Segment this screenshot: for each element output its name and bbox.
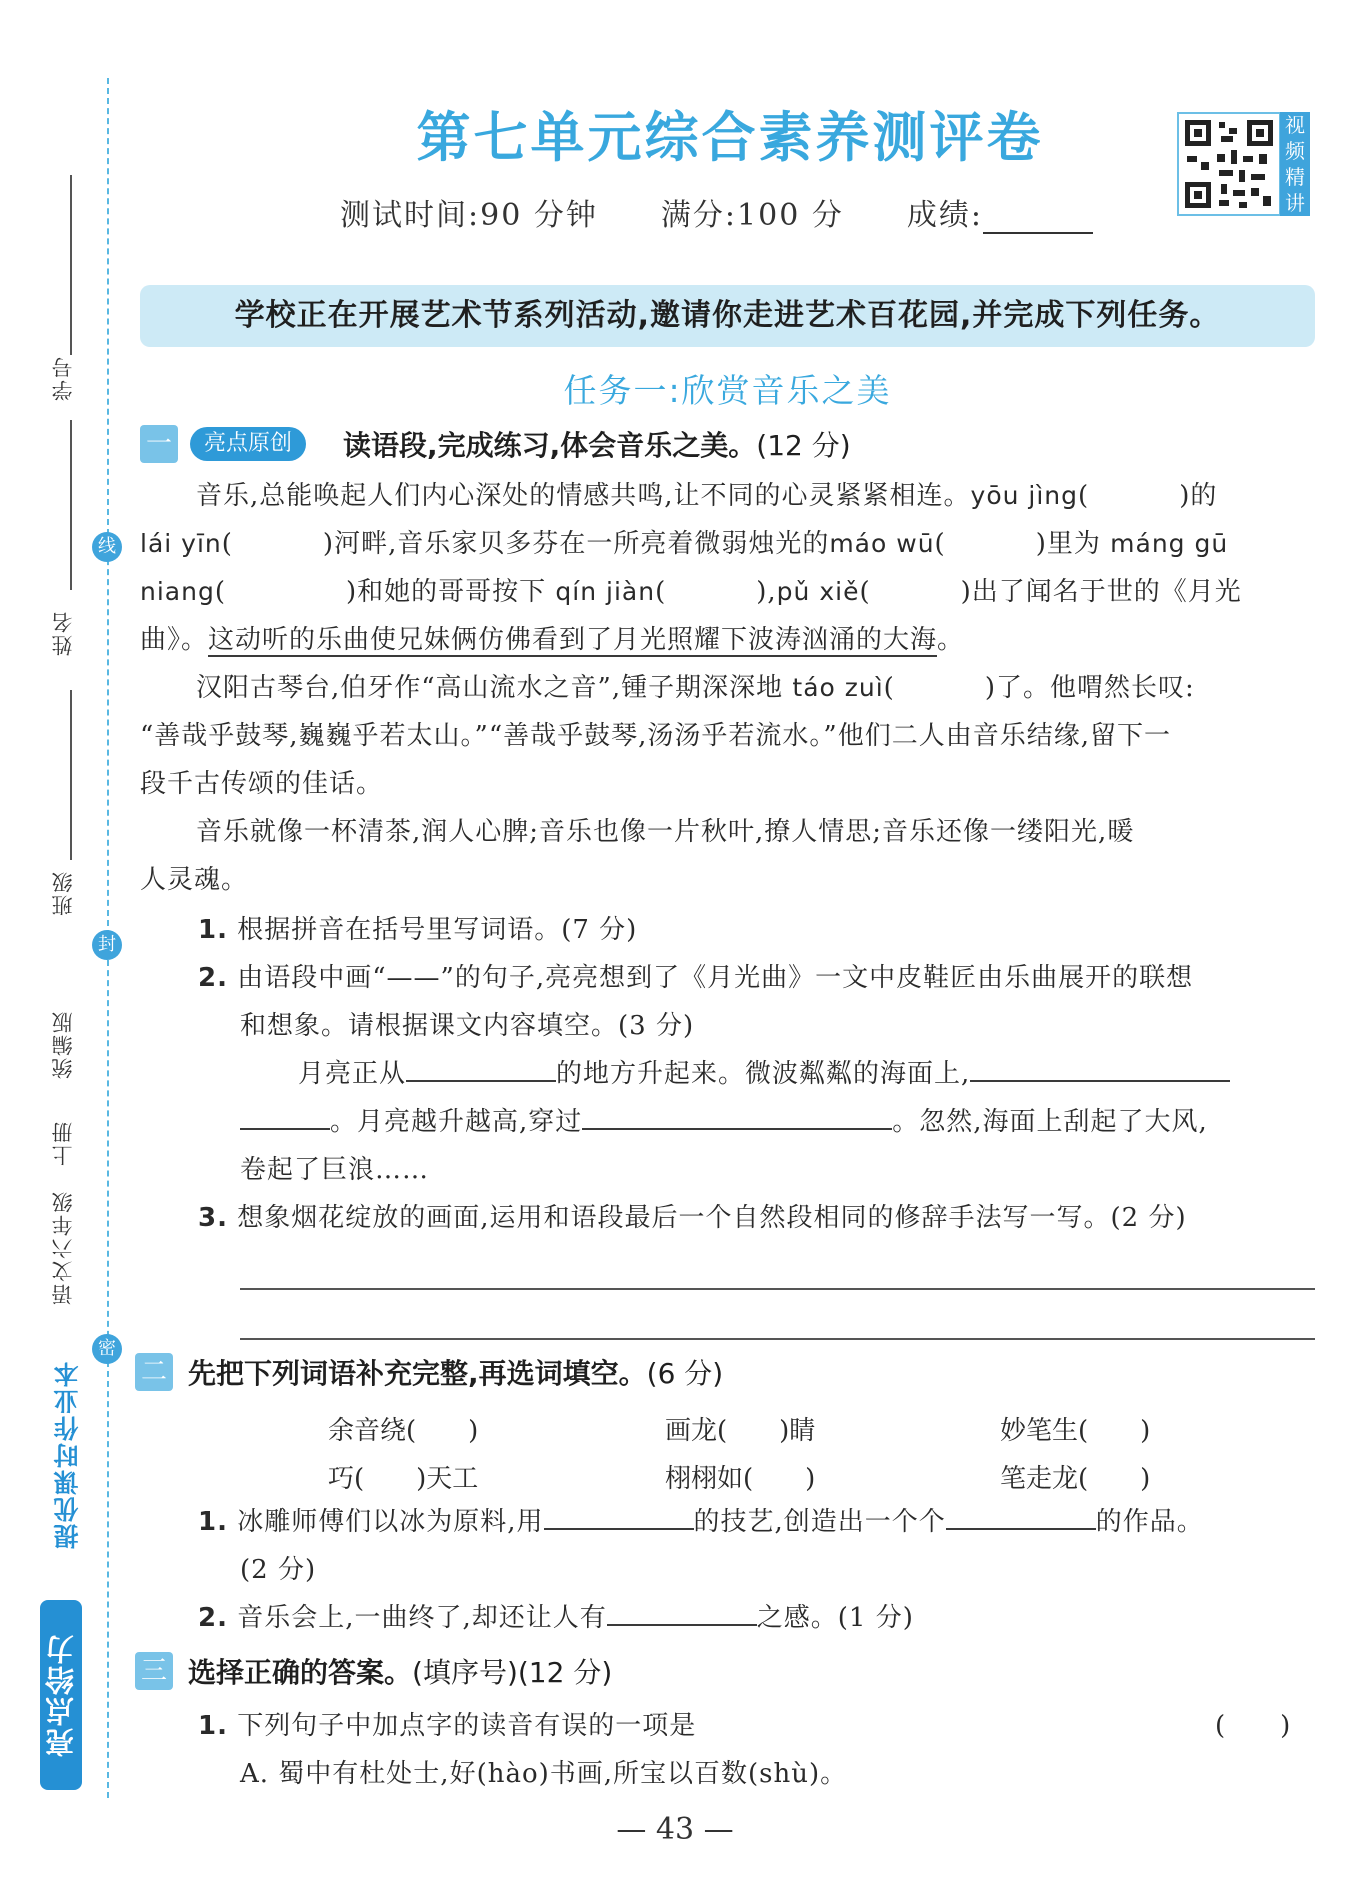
section-2-number: 二 xyxy=(135,1353,173,1391)
q2-2-text-a: 音乐会上,一曲终了,却还让人有 xyxy=(237,1603,607,1633)
grade-label: 语文六年级 xyxy=(51,1190,75,1305)
qr-code[interactable] xyxy=(1177,112,1281,216)
p3-text-b: 人灵魂。 xyxy=(140,865,249,895)
idiom-1[interactable]: 余音绕( ) xyxy=(328,1416,479,1446)
section-1-title xyxy=(343,424,851,464)
fill-text-c: 。月亮越升越高,穿过 xyxy=(330,1107,583,1137)
section-1-number: 一 xyxy=(140,425,178,463)
p2-text-b: 了。他喟然长叹: xyxy=(995,673,1195,703)
question-text: 想象烟花绽放的画面,运用和语段最后一个自然段相同的修辞手法写一写。(2 分) xyxy=(237,1203,1187,1233)
question-number: 1. xyxy=(198,1507,228,1537)
fill-blank-1[interactable] xyxy=(406,1050,556,1082)
question-1-1 xyxy=(198,906,637,954)
fill-blank-3[interactable] xyxy=(582,1098,892,1130)
original-badge: 亮点原创 xyxy=(190,427,306,461)
p2-text-d: 段千古传颂的佳话。 xyxy=(140,769,384,799)
brand-logo: 亮点给力 xyxy=(44,1633,78,1757)
section-2-title xyxy=(188,1352,723,1392)
question-text: 根据拼音在括号里写词语。(7 分) xyxy=(237,915,638,945)
task-one-title: 任务一:欣赏音乐之美 xyxy=(563,371,892,410)
name-label: 姓名 xyxy=(51,610,75,656)
class-line xyxy=(70,690,72,860)
q2-1-text-c: 的作品。 xyxy=(1095,1507,1204,1537)
fill-text-b: 的地方升起来。微波粼粼的海面上, xyxy=(556,1059,971,1089)
page-title: 第七单元综合素养测评卷 xyxy=(416,105,1044,169)
p1-text-b: 的 xyxy=(1190,481,1218,511)
answer-line-2[interactable] xyxy=(240,1338,1315,1340)
pinyin-6: pǔ xiě xyxy=(776,577,860,606)
passage-paragraph-1: 音乐,总能唤起人们内心深处的情感共鸣,让不同的心灵紧紧相连。yōu jìng( )的 lái yīn( )河畔,音乐家贝多芬在一所亮着微弱烛光的máo wū( )里为 máng gū niang( )和她的哥哥按下 qín jiàn( ),pǔ xiě( )出了闻名于世的《月光 曲》。这动听的乐曲使兄妹俩仿佛看到了月光照耀下波涛汹涌的大海。 xyxy=(140,481,1242,655)
pinyin-1: yōu jìng xyxy=(970,481,1079,510)
q2-fill-line-2 xyxy=(240,1098,1208,1146)
p2-text-a: 汉阳古琴台,伯牙作“高山流水之音”,锺子期深深地 xyxy=(196,673,784,703)
question-text: 下列句子中加点字的读音有误的一项是 xyxy=(237,1711,697,1741)
section-2-points: (6 分) xyxy=(646,1357,724,1390)
question-2-2 xyxy=(198,1594,914,1642)
class-label: 班级 xyxy=(51,870,75,916)
video-tag[interactable]: 视频精讲 xyxy=(1280,112,1310,216)
fill-text-a: 月亮正从 xyxy=(298,1059,407,1089)
p1-text-a: 音乐,总能唤起人们内心深处的情感共鸣,让不同的心灵紧紧相连。 xyxy=(196,481,971,511)
full-score: 满分:100 分 xyxy=(660,198,844,233)
section-3-number: 三 xyxy=(135,1652,173,1690)
section-1-title-text: 读语段,完成练习,体会音乐之美。 xyxy=(343,429,757,462)
fill-blank-5[interactable] xyxy=(946,1498,1096,1530)
question-number: 1. xyxy=(198,1711,228,1741)
underlined-sentence: 这动听的乐曲使兄妹俩仿佛看到了月光照耀下波涛汹涌的大海 xyxy=(208,625,938,655)
question-text: 由语段中画“——”的句子,亮亮想到了《月光曲》一文中皮鞋匠由乐曲展开的联想 xyxy=(237,963,1194,993)
q2-fill-line-1 xyxy=(298,1050,1230,1098)
question-number: 3. xyxy=(198,1203,228,1233)
p1-text-i: 。 xyxy=(937,625,965,655)
idiom-3[interactable]: 妙笔生( ) xyxy=(1000,1416,1151,1446)
idiom-2[interactable]: 画龙( )睛 xyxy=(665,1416,816,1446)
section-3-title xyxy=(188,1651,612,1691)
section-3-points: (填序号)(12 分) xyxy=(412,1656,613,1689)
question-3-1 xyxy=(198,1702,696,1750)
p1-text-f: , xyxy=(767,577,777,607)
fill-blank-4[interactable] xyxy=(544,1498,694,1530)
section-1-points: (12 分) xyxy=(756,429,851,462)
fill-blank-2[interactable] xyxy=(970,1050,1230,1082)
exam-time: 测试时间:90 分钟 xyxy=(340,198,598,233)
name-line xyxy=(70,420,72,590)
q2-2-text-b: 之感。(1 分) xyxy=(756,1603,914,1633)
pinyin-4b: niang xyxy=(140,577,215,606)
passage-paragraph-2: 汉阳古琴台,伯牙作“高山流水之音”,锺子期深深地 táo zuì( )了。他喟然长叹: “善哉乎鼓琴,巍巍乎若太山。”“善哉乎鼓琴,汤汤乎若流水。”他们二人由音乐结缘,留下一 段千古传颂的佳话。 xyxy=(140,673,1195,799)
section-3-title-text: 选择正确的答案。 xyxy=(188,1656,413,1689)
score-label: 成绩: xyxy=(906,198,984,233)
fill-blank-6[interactable] xyxy=(607,1594,757,1626)
idiom-6[interactable]: 笔走龙( ) xyxy=(1000,1464,1151,1494)
pinyin-4: máng gū xyxy=(1110,529,1229,558)
series-name: 提优课时作业本 xyxy=(53,1360,82,1549)
question-1-3 xyxy=(198,1194,1187,1242)
idiom-4[interactable]: 巧( )天工 xyxy=(328,1464,479,1494)
question-number: 2. xyxy=(198,1603,228,1633)
p1-text-h: 曲》。 xyxy=(140,625,209,655)
seal-mark-secret: 密 xyxy=(92,1334,122,1364)
passage-paragraph-3 xyxy=(140,808,1315,904)
question-number: 2. xyxy=(198,963,228,993)
page-number: — 43 — xyxy=(616,1812,734,1847)
q2-fill-line-3: 卷起了巨浪…… xyxy=(240,1155,430,1185)
question-2-1 xyxy=(198,1498,1204,1546)
question-2-1-points: (2 分) xyxy=(240,1555,317,1585)
pinyin-3: máo wū xyxy=(829,529,935,558)
p1-text-e: 和她的哥哥按下 xyxy=(357,577,547,607)
p1-text-d: 里为 xyxy=(1046,529,1101,559)
fill-blank-2-cont[interactable] xyxy=(240,1098,330,1130)
p2-text-c: “善哉乎鼓琴,巍巍乎若太山。”“善哉乎鼓琴,汤汤乎若流水。”他们二人由音乐结缘,留下一 xyxy=(140,721,1171,751)
idiom-5[interactable]: 栩栩如( ) xyxy=(665,1464,816,1494)
seal-mark-seal: 封 xyxy=(92,930,122,960)
option-a[interactable]: A. 蜀中有杜处士,好(hào)书画,所宝以百数(shù)。 xyxy=(240,1759,848,1789)
student-id-label: 学号 xyxy=(51,355,75,401)
edition-label: 统编版 xyxy=(51,1010,75,1079)
volume-label: 上册 xyxy=(51,1120,75,1166)
question-number: 1. xyxy=(198,915,228,945)
seal-mark-line: 线 xyxy=(92,532,122,562)
p1-text-c: 河畔,音乐家贝多芬在一所亮着微弱烛光的 xyxy=(334,529,830,559)
question-1-2-cont: 和想象。请根据课文内容填空。(3 分) xyxy=(240,1011,695,1041)
fill-text-d: 。忽然,海面上刮起了大风, xyxy=(892,1107,1208,1137)
exam-meta xyxy=(340,190,1093,234)
section-2-title-text: 先把下列词语补充完整,再选词填空。 xyxy=(188,1357,647,1390)
q2-1-text-a: 冰雕师傅们以冰为原料,用 xyxy=(237,1507,544,1537)
answer-paren[interactable]: ( ) xyxy=(1215,1711,1292,1741)
answer-line-1[interactable] xyxy=(240,1288,1315,1290)
score-blank[interactable] xyxy=(983,204,1093,234)
pinyin-2: lái yīn xyxy=(140,529,222,558)
pinyin-5: qín jiàn xyxy=(555,577,656,606)
q2-1-text-b: 的技艺,创造出一个个 xyxy=(693,1507,946,1537)
p1-text-g: 出了闻名于世的《月光 xyxy=(971,577,1242,607)
activity-banner: 学校正在开展艺术节系列活动,邀请你走进艺术百花园,并完成下列任务。 xyxy=(140,285,1315,347)
p3-text-a: 音乐就像一杯清茶,润人心脾;音乐也像一片秋叶,撩人情思;音乐还像一缕阳光,暖 xyxy=(196,817,1135,847)
student-id-line xyxy=(70,175,72,355)
question-1-2 xyxy=(198,954,1193,1002)
pinyin-7: táo zuì xyxy=(792,673,884,702)
